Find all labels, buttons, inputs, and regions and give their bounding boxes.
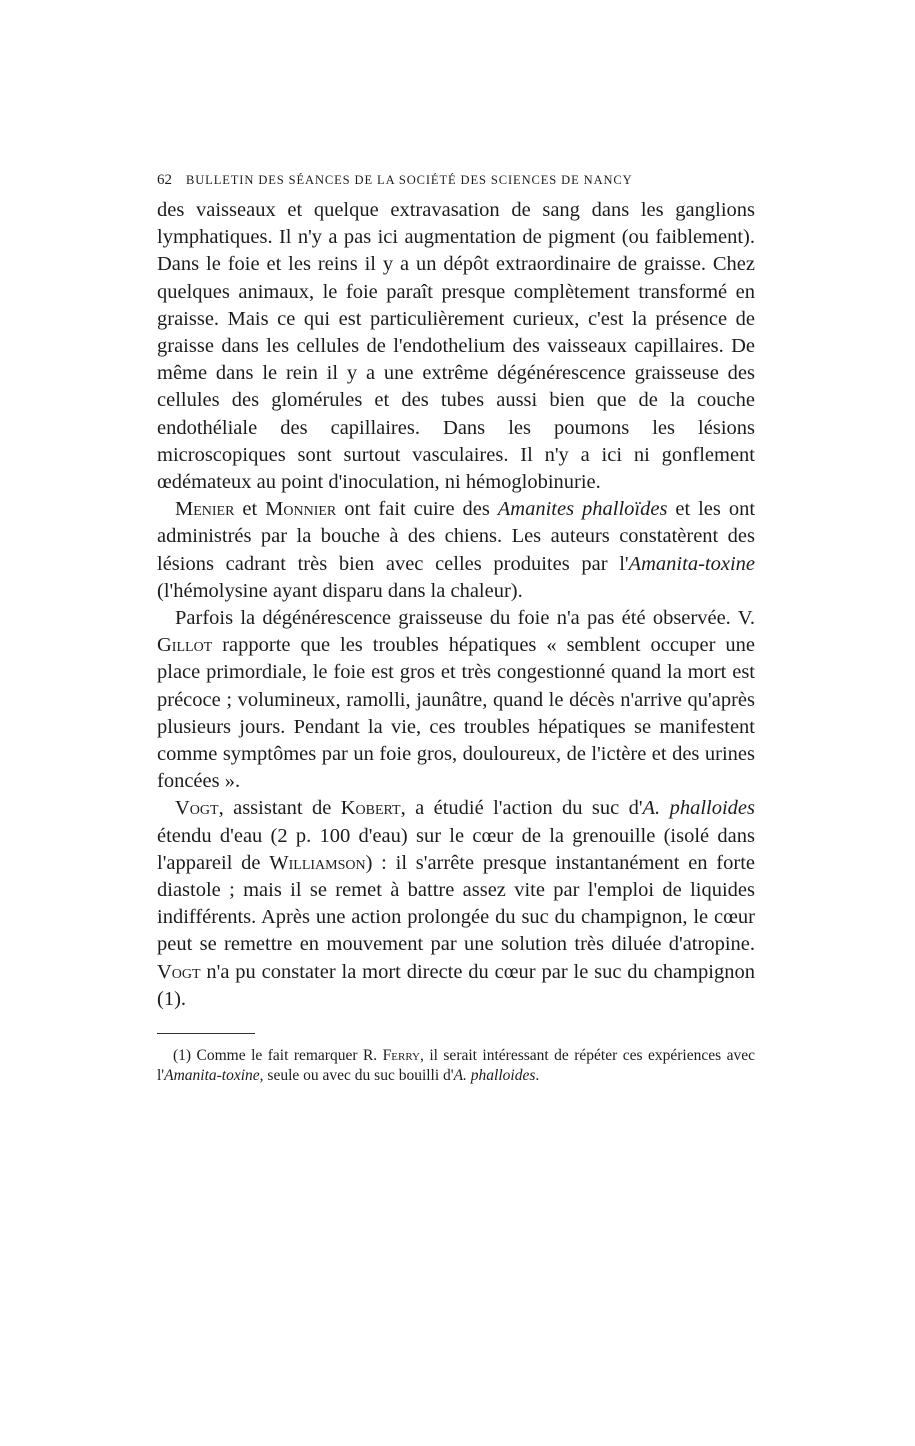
italic-text: A. phalloides	[642, 797, 755, 820]
author-name: Menier	[175, 498, 235, 521]
text-run: des vaisseaux et quelque extravasation de sang dans les ganglions lymphatiques. Il n'y a pas ici augmentation de pigment (ou faiblement). Dans le foie et les reins il y a un dépôt extraordinaire de graisse. Chez quelques animaux, le foie paraît presque complètement transformé en graisse. Mais ce qui est particulièrement curieux, c'est la présence de graisse dans les cellules de l'endothelium des vaisseaux capillaires. De même dans le rein il y a une extrême dégénérescence graisseuse des cellules des glomérules et des tubes aussi bien que de la couche endothéliale des capillaires. Dans les poumons les lésions microscopiques sont surtout vasculaires. Il n'y a ici ni gonflement œdémateux au point d'inoculation, ni hémoglobinurie.	[157, 199, 755, 494]
text-run: et les ont administrés par la bouche à des chiens. Les auteurs constatèrent des lésions cadrant très bien avec celles produites par l'	[157, 498, 756, 575]
running-title: BULLETIN DES SÉANCES DE LA SOCIÉTÉ DES SCIENCES DE NANCY	[186, 173, 633, 187]
italic-text: Amanita-toxine	[164, 1066, 260, 1084]
paragraph	[157, 197, 755, 496]
author-name: Monnier	[265, 498, 337, 521]
text-run: .	[535, 1066, 540, 1084]
text-run: n'a pu constater la mort directe du cœur par le suc du champignon (1).	[157, 960, 755, 1010]
italic-text: Amanita-toxine	[628, 552, 755, 575]
text-run: , assistant de	[218, 797, 341, 820]
running-head	[157, 172, 755, 189]
text-run: rapporte que les troubles hépatiques « semblent occuper une place primordiale, le foie est gros et très congestionné quand la mort est précoce ; volumineux, ramolli, jaunâtre, quand le décès n'arrive qu'après plusieurs jours. Pendant la vie, ces troubles hépatiques se manifestent comme symptômes par un foie gros, douloureux, de l'ictère et des urines foncées ».	[157, 634, 755, 793]
author-name: Kobert	[340, 797, 401, 820]
text-run: Parfois la dégénérescence graisseuse du foie n'a pas été observée. V.	[175, 607, 755, 630]
paragraph	[157, 496, 755, 605]
author-name: Gillot	[157, 634, 213, 657]
text-run: , a étudié l'action du suc d'	[400, 797, 643, 820]
document-page	[157, 172, 755, 1085]
text-run: (1) Comme le fait remarquer R.	[173, 1047, 383, 1065]
paragraph	[157, 605, 755, 795]
text-run: étendu d'eau (2 p. 100 d'eau) sur le cœur de la grenouille (isolé dans l'appareil de	[157, 824, 755, 874]
text-run: , il serait intéressant de répéter ces expériences avec l'	[157, 1047, 755, 1084]
text-run: ) : il s'arrête presque instantanément en forte diastole ; mais il se remet à battre assez vite par l'emploi de liquides indifférents. Après une action prolongée du suc du champignon, le cœur peut se remettre en mouvement par une solution très diluée d'atropine.	[157, 851, 755, 956]
paragraph	[157, 795, 755, 1013]
text-run: , seule ou avec du suc bouilli d'	[259, 1066, 454, 1084]
italic-text: Amanites phalloïdes	[497, 498, 668, 521]
author-name: Ferry	[382, 1047, 420, 1065]
text-run: (l'hémolysine ayant disparu dans la chaleur).	[157, 579, 523, 602]
page-number: 62	[157, 172, 172, 188]
body-text	[157, 197, 755, 1013]
author-name: Williamson	[269, 851, 366, 874]
footnote	[157, 1046, 755, 1085]
text-run: ont fait cuire des	[336, 498, 498, 521]
footnote-divider	[157, 1033, 255, 1034]
italic-text: A. phalloides	[453, 1066, 536, 1084]
author-name: Vogt	[175, 797, 219, 820]
author-name: Vogt	[157, 960, 201, 983]
text-run: et	[234, 498, 266, 521]
